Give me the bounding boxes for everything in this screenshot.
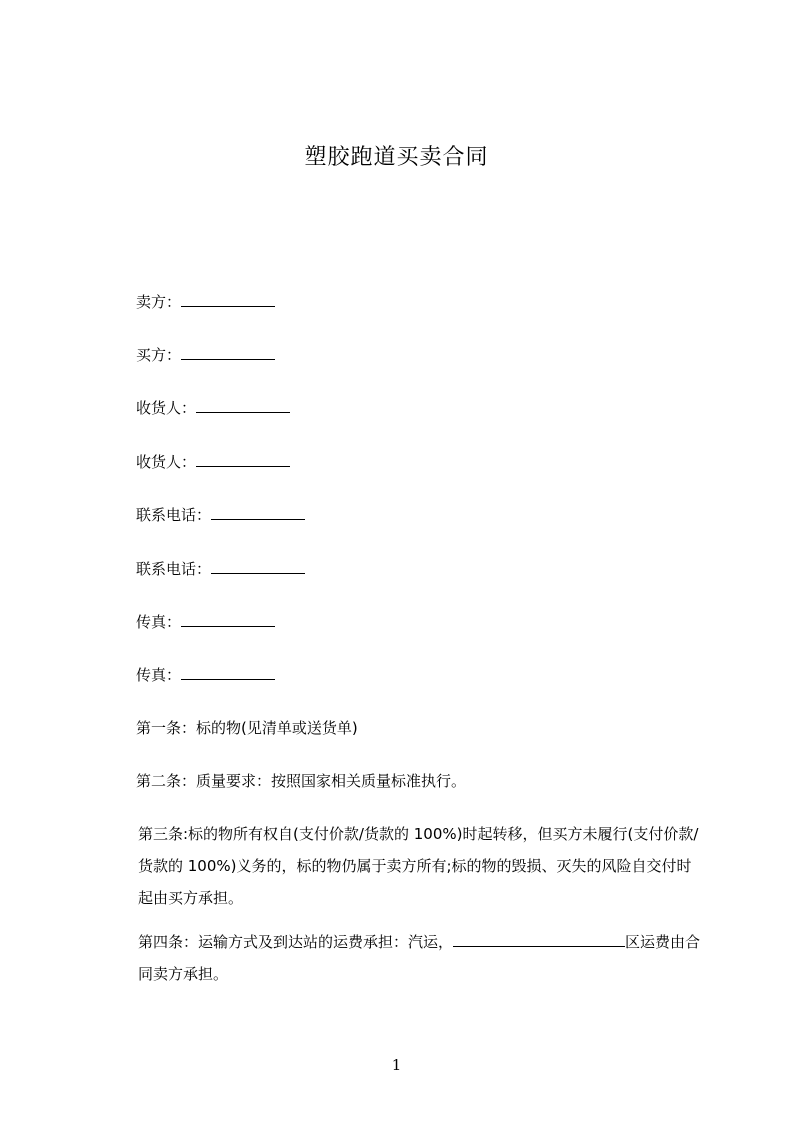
fill-blank xyxy=(181,612,275,627)
clause-4 xyxy=(104,926,702,990)
field-phone-2 xyxy=(136,559,305,579)
field-label: 买方： xyxy=(136,346,182,364)
field-buyer xyxy=(136,345,275,365)
field-label: 联系电话： xyxy=(136,506,212,524)
fill-blank xyxy=(453,932,625,947)
fill-blank xyxy=(181,665,275,680)
field-phone-1 xyxy=(136,505,305,525)
clause-1: 第一条：标的物(见清单或送货单) xyxy=(136,719,358,737)
field-label: 收货人： xyxy=(136,453,197,471)
field-seller xyxy=(136,292,275,312)
fill-blank xyxy=(211,505,305,520)
field-label: 卖方： xyxy=(136,293,182,311)
page-number: 1 xyxy=(391,1056,402,1074)
fill-blank xyxy=(196,452,290,467)
document-title: 塑胶跑道买卖合同 xyxy=(304,145,489,170)
field-label: 传真： xyxy=(136,613,182,631)
fill-blank xyxy=(181,292,275,307)
fill-blank xyxy=(196,398,290,413)
field-label: 传真： xyxy=(136,666,182,684)
field-fax-2 xyxy=(136,665,275,685)
clause-3-text: 第三条:标的物所有权自(支付价款/货款的 100%)时起转移，但买方未履行(支付价款/货款的 100%)义务的，标的物仍属于卖方所有;标的物的毁损、灭失的风险自交付时起由买方承担。 xyxy=(138,825,699,907)
field-label: 收货人： xyxy=(136,399,197,417)
clause-3 xyxy=(104,818,702,914)
field-consignee-1 xyxy=(136,398,290,418)
clause-4-before: 第四条：运输方式及到达站的运费承担：汽运， xyxy=(138,933,454,951)
clause-4-after: 区运费由合同卖方承担。 xyxy=(138,933,701,983)
clause-4-text xyxy=(104,926,702,990)
fill-blank xyxy=(181,345,275,360)
field-label: 联系电话： xyxy=(136,560,212,578)
fill-blank xyxy=(211,559,305,574)
field-consignee-2 xyxy=(136,452,290,472)
clause-2: 第二条：质量要求：按照国家相关质量标准执行。 xyxy=(136,772,467,790)
field-fax-1 xyxy=(136,612,275,632)
